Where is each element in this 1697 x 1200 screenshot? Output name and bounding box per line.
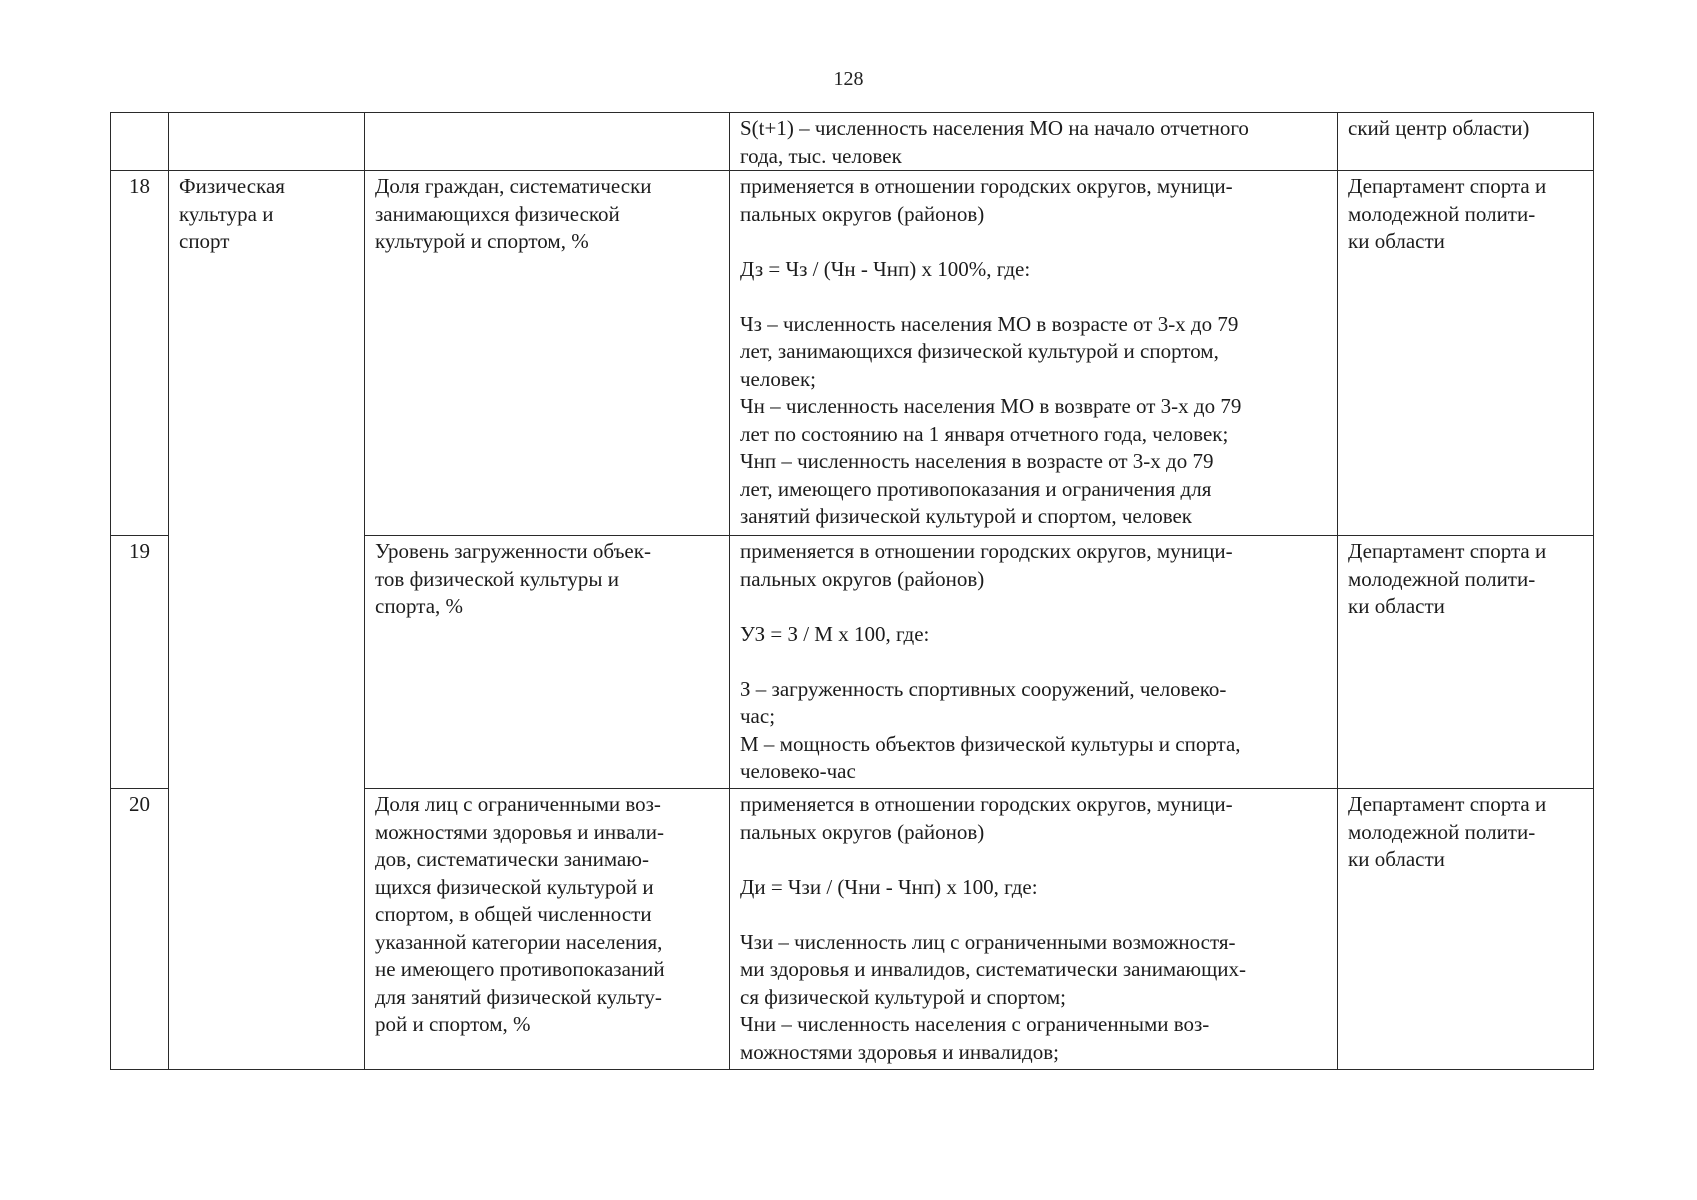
responsible-line: ский центр области) xyxy=(1348,116,1530,140)
blank-line xyxy=(740,648,1327,676)
indicator-line: культурой и спортом, % xyxy=(375,229,589,253)
method-line: человек; xyxy=(740,366,817,391)
sphere-line: спорт xyxy=(179,229,230,253)
cell-method xyxy=(730,171,1338,536)
cell-method xyxy=(730,536,1338,789)
method-line: час; xyxy=(740,704,776,728)
indicator-line: тов физической культуры и xyxy=(375,566,620,591)
method-line: пальных округов (районов) xyxy=(740,201,985,226)
method-line: ми здоровья и инвалидов, систематически занимающих- xyxy=(740,957,1246,981)
indicators-table xyxy=(110,112,1594,1070)
cell-number xyxy=(111,113,169,171)
method-line: можностями здоровья и инвалидов; xyxy=(740,1039,1059,1064)
indicator-line: Уровень загруженности объек- xyxy=(375,539,651,563)
table-row xyxy=(111,789,1594,1070)
method-line: Чн – численность населения МО в возврате от 3-х до 79 xyxy=(740,394,1242,418)
cell-responsible xyxy=(1338,789,1594,1070)
method-line: Чнп – численность населения в возрасте от 3-х до 79 xyxy=(740,449,1214,473)
method-line: М – мощность объектов физической культуры и спорта, xyxy=(740,731,1241,756)
cell-number: 19 xyxy=(111,536,169,789)
indicator-line: занимающихся физической xyxy=(375,201,620,226)
indicator-line: для занятий физической культу- xyxy=(375,984,662,1009)
method-line: ся физической культурой и спортом; xyxy=(740,984,1066,1009)
table-row xyxy=(111,536,1594,789)
responsible-line: молодежной полити- xyxy=(1348,566,1536,591)
cell-sphere xyxy=(169,113,365,171)
responsible-line: Департамент спорта и xyxy=(1348,539,1547,563)
method-line: З – загруженность спортивных сооружений, человеко- xyxy=(740,676,1227,701)
blank-line xyxy=(740,283,1327,311)
page-number: 128 xyxy=(833,68,864,90)
method-line: применяется в отношении городских округов, муници- xyxy=(740,174,1233,198)
responsible-line: ки области xyxy=(1348,594,1445,618)
responsible-line: Департамент спорта и xyxy=(1348,174,1547,198)
cell-method xyxy=(730,113,1338,171)
cell-indicator xyxy=(365,113,730,171)
blank-line xyxy=(740,593,1327,621)
responsible-line: ки области xyxy=(1348,847,1445,871)
blank-line xyxy=(740,901,1327,929)
method-line: лет, занимающихся физической культурой и спортом, xyxy=(740,339,1219,363)
method-line: человеко-час xyxy=(740,759,856,783)
cell-responsible xyxy=(1338,171,1594,536)
cell-number: 18 xyxy=(111,171,169,536)
formula-line: Дз = Чз / (Чн - Чнп) х 100%, где: xyxy=(740,256,1031,281)
method-line: занятий физической культурой и спортом, человек xyxy=(740,504,1193,528)
cell-sphere xyxy=(169,171,365,536)
method-line: применяется в отношении городских округов, муници- xyxy=(740,539,1233,563)
method-line: Чни – численность населения с ограниченными воз- xyxy=(740,1012,1210,1036)
indicator-line: Доля граждан, систематически xyxy=(375,174,652,198)
method-line: применяется в отношении городских округов, муници- xyxy=(740,792,1233,816)
method-line: лет по состоянию на 1 января отчетного года, человек; xyxy=(740,421,1229,446)
formula-line: УЗ = З / М х 100, где: xyxy=(740,621,930,646)
indicator-line: дов, систематически занимаю- xyxy=(375,847,649,871)
indicator-line: не имеющего противопоказаний xyxy=(375,957,665,981)
method-line: пальных округов (районов) xyxy=(740,819,985,844)
method-line: Чзи – численность лиц с ограниченными возможностя- xyxy=(740,929,1236,954)
table-row-continuation xyxy=(111,113,1594,171)
indicator-line: рой и спортом, % xyxy=(375,1012,531,1036)
method-line: Чз – численность населения МО в возрасте от 3-х до 79 xyxy=(740,311,1239,336)
indicator-line: указанной категории населения, xyxy=(375,929,663,954)
method-line: S(t+1) – численность населения МО на начало отчетного xyxy=(740,116,1249,140)
responsible-line: ки области xyxy=(1348,229,1445,253)
cell-sphere xyxy=(169,536,365,789)
sphere-line: культура и xyxy=(179,201,274,226)
blank-line xyxy=(740,228,1327,256)
sphere-line: Физическая xyxy=(179,174,285,198)
cell-number: 20 xyxy=(111,789,169,1070)
responsible-line: молодежной полити- xyxy=(1348,201,1536,226)
cell-method xyxy=(730,789,1338,1070)
cell-indicator xyxy=(365,536,730,789)
indicator-line: щихся физической культурой и xyxy=(375,874,654,899)
method-line: года, тыс. человек xyxy=(740,143,902,168)
cell-responsible xyxy=(1338,536,1594,789)
cell-indicator xyxy=(365,171,730,536)
formula-line: Ди = Чзи / (Чни - Чнп) х 100, где: xyxy=(740,874,1038,899)
table-row xyxy=(111,171,1594,536)
method-line: пальных округов (районов) xyxy=(740,566,985,591)
responsible-line: Департамент спорта и xyxy=(1348,792,1547,816)
method-line: лет, имеющего противопоказания и ограничения для xyxy=(740,476,1212,501)
indicator-line: спортом, в общей численности xyxy=(375,902,652,926)
indicator-line: спорта, % xyxy=(375,594,464,618)
blank-line xyxy=(740,846,1327,874)
responsible-line: молодежной полити- xyxy=(1348,819,1536,844)
indicator-line: можностями здоровья и инвали- xyxy=(375,819,665,844)
cell-indicator xyxy=(365,789,730,1070)
cell-responsible xyxy=(1338,113,1594,171)
cell-sphere xyxy=(169,789,365,1070)
indicator-line: Доля лиц с ограниченными воз- xyxy=(375,792,661,816)
